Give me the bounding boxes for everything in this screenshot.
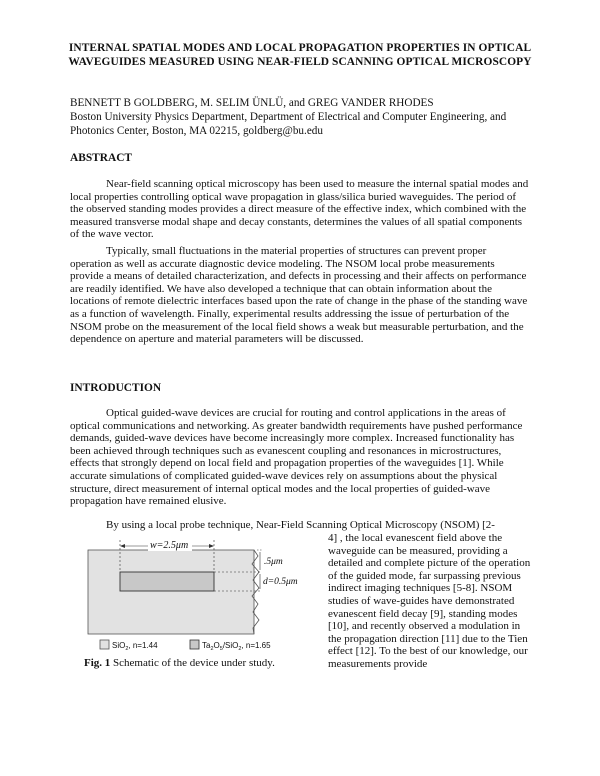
waveguide-core xyxy=(120,572,214,591)
device-schematic-figure xyxy=(82,534,324,662)
figure-caption: Fig. 1 Schematic of the device under study. xyxy=(84,657,275,669)
depth-label: d=0.5μm xyxy=(263,577,298,587)
abstract-paragraph-2: Typically, small fluctuations in the material properties of structures can prevent proper operation as well as accurate diagnostic device modeling. The NSOM local probe measurements provide a means of detailed characterization, and defects in processing and their affects on performance are readily identified. We have also developed a technique that can obtain information about the locations of remote dielectric interfaces based upon the rate of change in the phase of the standing wave as a function of wavelength. Finally, experimental results addressing the issue of perturbation of the NSOM probe on the measurement of the local field shows a weak but measurable perturbation, and the dependence on aperture and material parameters will be discussed. xyxy=(70,245,528,346)
introduction-heading: INTRODUCTION xyxy=(70,382,162,394)
abstract-paragraph-1: Near-field scanning optical microscopy has been used to measure the internal spatial modes and local properties controlling optical wave propagation in glass/silica buried waveguides. The period of the observed standing modes provides a direct measure of the effective index, which combined with the measured transverse modal shape and decay constants, determines the values of all spatial components of the wave vector. xyxy=(70,178,529,241)
paper-title: INTERNAL SPATIAL MODES AND LOCAL PROPAGATION PROPERTIES IN OPTICAL WAVEGUIDES MEASURED USING NEAR-FIELD SCANNING OPTICAL MICROSCOPY xyxy=(68,42,532,68)
device-schematic xyxy=(82,534,324,662)
legend-swatch-core xyxy=(190,640,199,649)
abstract-heading: ABSTRACT xyxy=(70,152,133,164)
intro-paragraph-2-start: By using a local probe technique, Near-Field Scanning Optical Microscopy (NSOM) [2- xyxy=(106,519,495,531)
intro-paragraph-1: Optical guided-wave devices are crucial for routing and control applications in the areas of optical communications and networking. As greater bandwidth requirements have pushed performance demands, guided-wave devices have become increasingly more complex. Increased functionality has been achieved through techniques such as evanescent coupling and resonances in microstructures, effects that strongly depend on local field and propagation properties of the waveguides [1]. While accurate simulations of complicated guided-wave devices rely on assumptions about the physical structure, direct measurement of internal optical modes and the local properties of guided-wave propagation have remained elusive. xyxy=(70,407,523,508)
cladding-block xyxy=(88,550,254,634)
intro-paragraph-2-column: 4] , the local evanescent field above the waveguide can be measured, providing a detailed and complete picture of the operation of the guided mode, far surpassing previous indirect imaging techniques [5-8]. NSOM studies of wave-guides have demonstrated evanescent field decay [9], standing modes [10], and recently observed a modulation in the propagation direction [11] due to the Tien effect [12]. To the best of our knowledge, our measurements provide xyxy=(328,532,531,670)
author-list: BENNETT B GOLDBERG, M. SELIM ÜNLÜ, and GREG VANDER RHODES xyxy=(70,97,434,109)
legend-label-sio2: SiO$_2$, n=1.44 xyxy=(112,641,158,652)
top-thickness-label: .5μm xyxy=(264,557,283,567)
width-label: w=2.5μm xyxy=(150,540,189,551)
legend-swatch-sio2 xyxy=(100,640,109,649)
affiliation: Boston University Physics Department, Department of Electrical and Computer Engineering, and Photonics Center, Boston, MA 02215, goldberg@bu.edu xyxy=(70,111,507,137)
legend-label-core: $Ta_2O_5/SiO_2$, n=1.65 xyxy=(202,641,271,652)
